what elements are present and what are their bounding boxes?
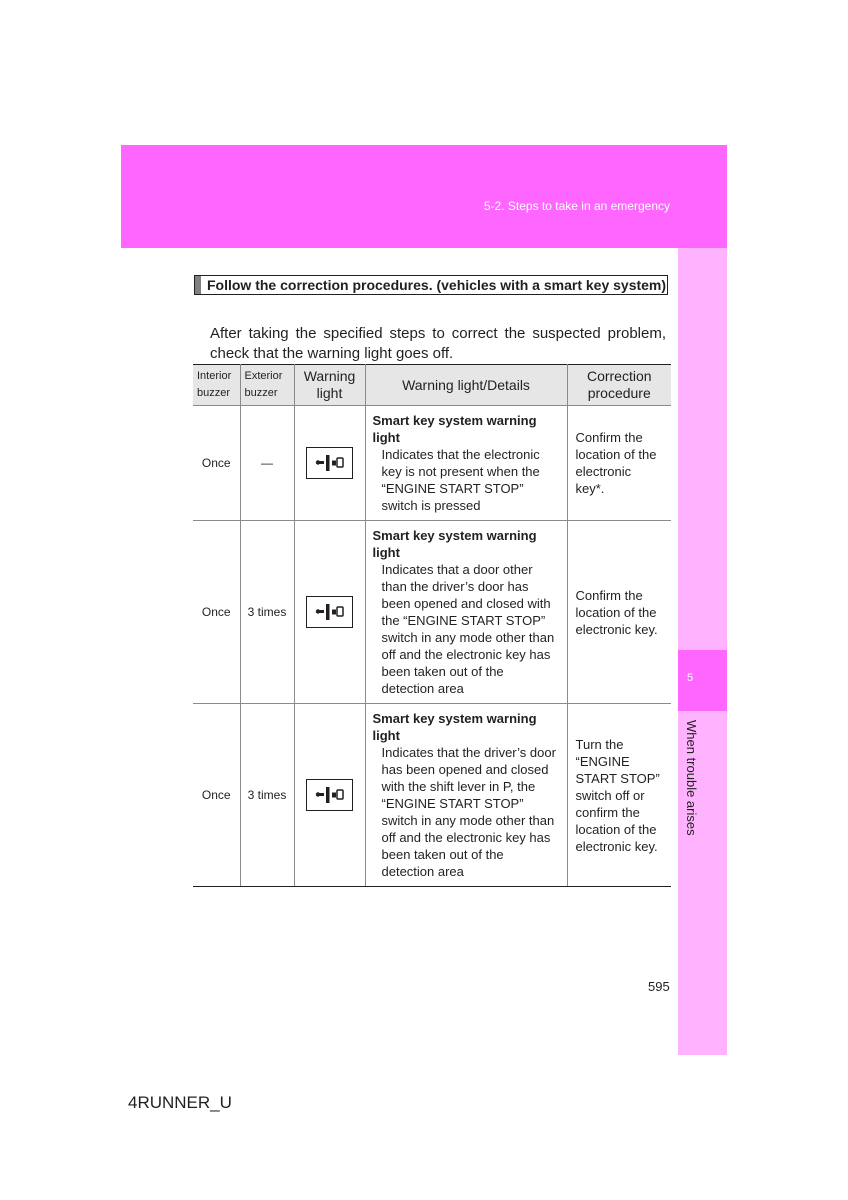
details-title: Smart key system warning light <box>372 711 537 743</box>
page-number: 595 <box>648 979 670 994</box>
procedure-heading <box>194 275 668 295</box>
interior-buzzer-cell: Once <box>193 704 240 887</box>
details-text: Indicates that the electronic key is not present when the “ENGINE START STOP” switch is pressed <box>381 447 540 513</box>
details-text: Indicates that the driver’s door has been opened and closed with the shift lever in P, the “ENGINE START STOP” switch in any mode other than off and the electronic key has been taken out of the detection area <box>381 745 556 879</box>
table-row <box>193 406 671 521</box>
smart-key-warning-icon <box>306 779 353 811</box>
exterior-buzzer-cell: — <box>240 406 294 521</box>
warning-light-cell <box>294 406 365 521</box>
exterior-buzzer-cell: 3 times <box>240 521 294 704</box>
interior-buzzer-cell: Once <box>193 521 240 704</box>
chapter-label: When trouble arises <box>684 720 699 836</box>
details-cell <box>365 406 567 521</box>
interior-buzzer-cell: Once <box>193 406 240 521</box>
warning-light-cell <box>294 521 365 704</box>
details-title: Smart key system warning light <box>372 413 537 445</box>
exterior-buzzer-cell: 3 times <box>240 704 294 887</box>
header-interior-buzzer: Interior buzzer <box>193 365 240 406</box>
side-tab <box>678 248 727 1055</box>
correction-cell: Turn the “ENGINE START STOP” switch off or confirm the location of the electronic key. <box>567 704 671 887</box>
correction-cell: Confirm the location of the electronic key*. <box>567 406 671 521</box>
correction-cell: Confirm the location of the electronic key. <box>567 521 671 704</box>
details-cell <box>365 521 567 704</box>
warning-table <box>193 364 671 887</box>
heading-marker <box>195 276 201 294</box>
smart-key-warning-icon <box>306 596 353 628</box>
smart-key-warning-icon <box>306 447 353 479</box>
table-row <box>193 704 671 887</box>
header-exterior-buzzer: Exterior buzzer <box>240 365 294 406</box>
details-cell <box>365 704 567 887</box>
header-details: Warning light/Details <box>365 365 567 406</box>
chapter-number-block <box>678 650 727 711</box>
key-symbol-svg <box>315 602 345 622</box>
key-symbol-svg <box>315 785 345 805</box>
heading-text: Follow the correction procedures. (vehicles with a smart key system) <box>207 277 667 293</box>
details-title: Smart key system warning light <box>372 528 537 560</box>
header-band <box>121 145 727 248</box>
table-header-row <box>193 365 671 406</box>
table-row <box>193 521 671 704</box>
warning-light-cell <box>294 704 365 887</box>
intro-paragraph: After taking the specified steps to correct the suspected problem, check that the warning light goes off. <box>210 325 666 362</box>
header-correction: Correction procedure <box>567 365 671 406</box>
footer-id: 4RUNNER_U <box>128 1093 232 1112</box>
header-warning-light: Warning light <box>294 365 365 406</box>
key-symbol-svg <box>315 453 345 473</box>
section-title: 5-2. Steps to take in an emergency <box>483 199 670 213</box>
chapter-number: 5 <box>687 672 694 684</box>
details-text: Indicates that a door other than the driver’s door has been opened and closed with the “ENGINE START STOP” switch in any mode other than off and the electronic key has been taken out of the detection area <box>381 562 555 696</box>
